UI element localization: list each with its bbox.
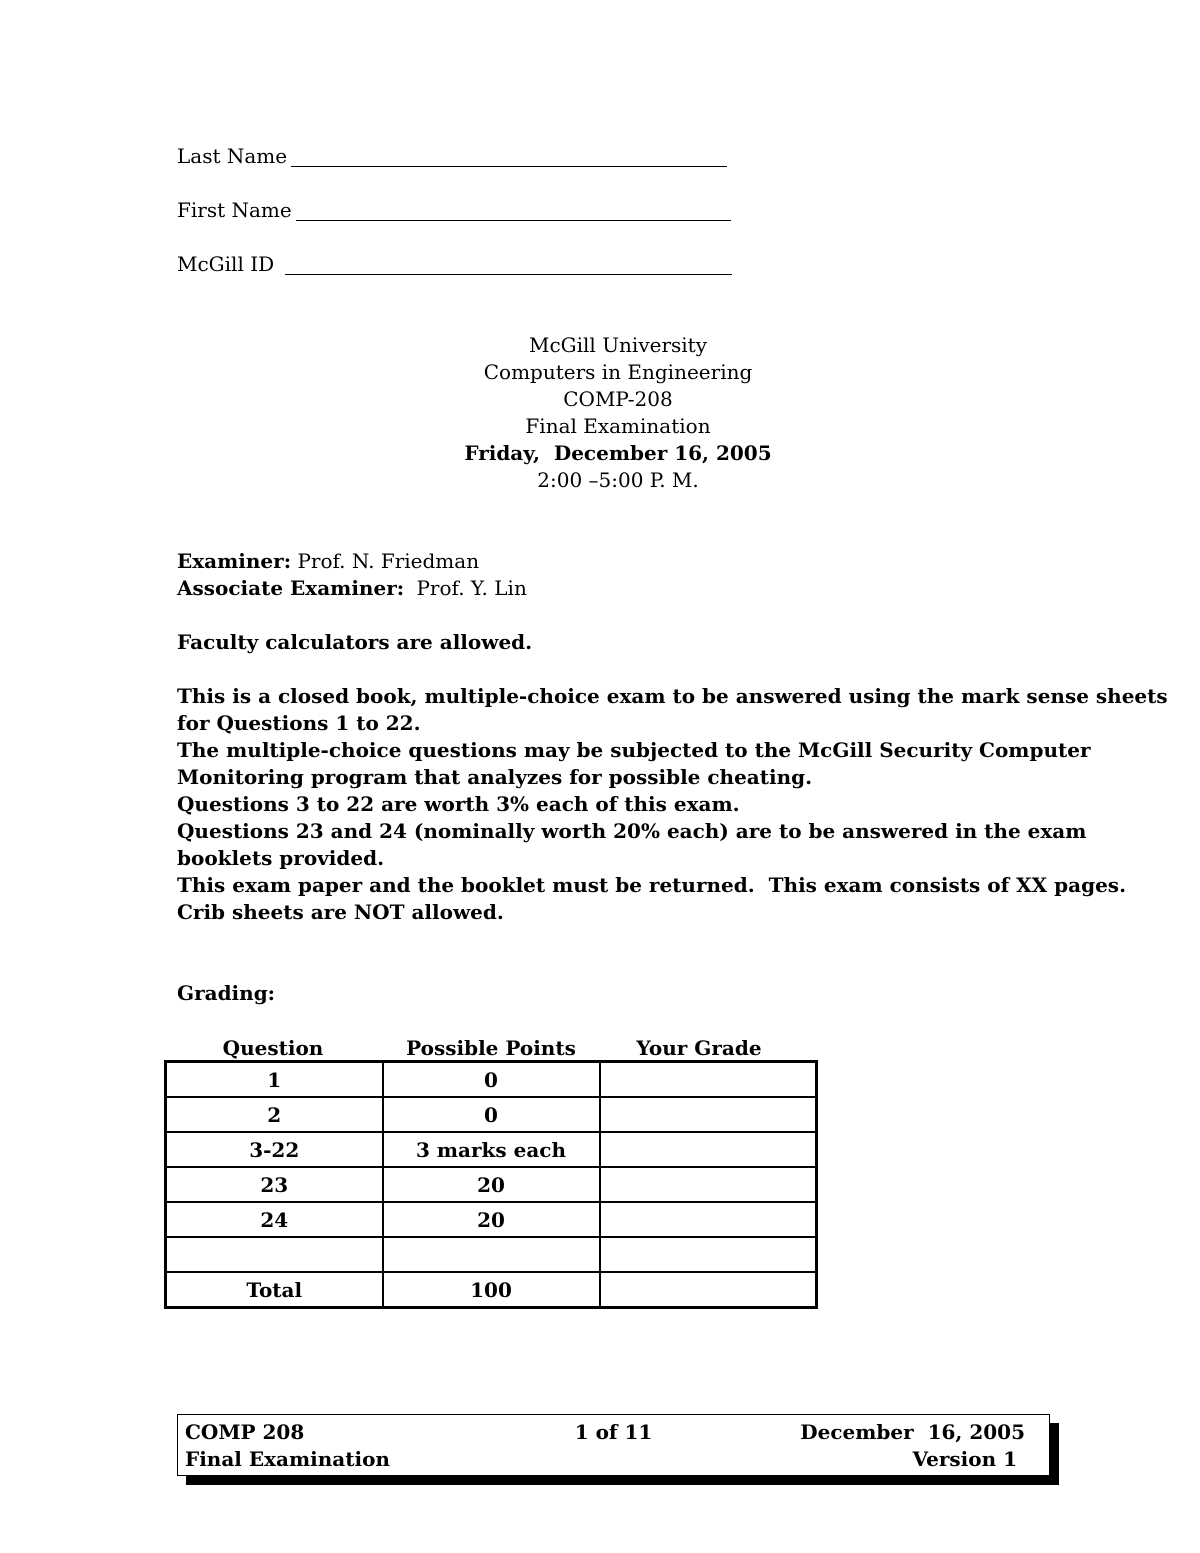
mcgill-id-label: McGill ID bbox=[177, 252, 275, 276]
rule-line: The multiple-choice questions may be subjected to the McGill Security Computer bbox=[177, 738, 1091, 762]
last-name-line bbox=[291, 166, 727, 167]
table-row-total bbox=[166, 1272, 817, 1308]
grade-cell bbox=[600, 1097, 817, 1132]
rule-line: Questions 23 and 24 (nominally worth 20% each) are to be answered in the exam bbox=[177, 819, 1087, 843]
points-cell bbox=[383, 1237, 600, 1272]
points-cell: 20 bbox=[383, 1167, 600, 1202]
question-cell: Total bbox=[166, 1272, 383, 1308]
question-cell bbox=[166, 1237, 383, 1272]
points-cell: 3 marks each bbox=[383, 1132, 600, 1167]
examiner-name: Prof. N. Friedman bbox=[297, 549, 480, 573]
first-name-label: First Name bbox=[177, 198, 292, 222]
mcgill-id-line bbox=[285, 274, 732, 275]
question-cell: 3-22 bbox=[166, 1132, 383, 1167]
rule-line: This exam paper and the booklet must be returned. This exam consists of XX pages. bbox=[177, 873, 1127, 897]
points-cell: 100 bbox=[383, 1272, 600, 1308]
grade-header-question: Question bbox=[222, 1036, 324, 1060]
exam-title-block bbox=[318, 332, 918, 494]
table-row bbox=[166, 1062, 817, 1098]
associate-examiner-label: Associate Examiner: bbox=[177, 576, 405, 600]
department-name: Computers in Engineering bbox=[483, 360, 753, 384]
footer-exam: Final Examination bbox=[185, 1447, 390, 1471]
table-row bbox=[166, 1097, 817, 1132]
footer-date: December 16, 2005 bbox=[800, 1420, 1025, 1444]
grading-label: Grading: bbox=[177, 981, 276, 1005]
rule-line: Crib sheets are NOT allowed. bbox=[177, 900, 504, 924]
grade-cell bbox=[600, 1132, 817, 1167]
grade-header-your-grade: Your Grade bbox=[636, 1036, 762, 1060]
grade-cell bbox=[600, 1062, 817, 1098]
page-footer bbox=[177, 1414, 1050, 1476]
points-cell: 0 bbox=[383, 1062, 600, 1098]
table-row bbox=[166, 1132, 817, 1167]
footer-version: Version 1 bbox=[912, 1447, 1017, 1471]
first-name-line bbox=[296, 220, 731, 221]
grade-cell bbox=[600, 1202, 817, 1237]
exam-date: Friday, December 16, 2005 bbox=[464, 441, 772, 465]
question-cell: 2 bbox=[166, 1097, 383, 1132]
question-cell: 23 bbox=[166, 1167, 383, 1202]
exam-name: Final Examination bbox=[525, 414, 711, 438]
calculators-note: Faculty calculators are allowed. bbox=[177, 630, 533, 654]
question-cell: 1 bbox=[166, 1062, 383, 1098]
footer-page-number: 1 of 11 bbox=[574, 1420, 653, 1444]
associate-examiner-name: Prof. Y. Lin bbox=[416, 576, 527, 600]
grade-cell bbox=[600, 1272, 817, 1308]
last-name-label: Last Name bbox=[177, 144, 288, 168]
grading-table bbox=[164, 1060, 818, 1309]
mcgill-id-field bbox=[177, 250, 274, 278]
exam-time: 2:00 –5:00 P. M. bbox=[537, 468, 699, 492]
university-name: McGill University bbox=[528, 333, 708, 357]
table-row bbox=[166, 1202, 817, 1237]
grade-cell bbox=[600, 1237, 817, 1272]
last-name-field bbox=[177, 142, 287, 170]
exam-rules bbox=[177, 683, 1168, 926]
rule-line: Questions 3 to 22 are worth 3% each of this exam. bbox=[177, 792, 740, 816]
question-cell: 24 bbox=[166, 1202, 383, 1237]
points-cell: 20 bbox=[383, 1202, 600, 1237]
rule-line: Monitoring program that analyzes for possible cheating. bbox=[177, 765, 813, 789]
table-row bbox=[166, 1237, 817, 1272]
examiner-label: Examiner: bbox=[177, 549, 292, 573]
grade-cell bbox=[600, 1167, 817, 1202]
course-code: COMP-208 bbox=[563, 387, 673, 411]
table-row bbox=[166, 1167, 817, 1202]
footer-course: COMP 208 bbox=[185, 1420, 305, 1444]
rule-line: This is a closed book, multiple-choice exam to be answered using the mark sense sheets bbox=[177, 684, 1168, 708]
grade-header-points: Possible Points bbox=[406, 1036, 576, 1060]
first-name-field bbox=[177, 196, 292, 224]
examiner-line bbox=[177, 548, 479, 575]
rule-line: for Questions 1 to 22. bbox=[177, 711, 421, 735]
points-cell: 0 bbox=[383, 1097, 600, 1132]
rule-line: booklets provided. bbox=[177, 846, 385, 870]
associate-examiner-line bbox=[177, 575, 527, 602]
